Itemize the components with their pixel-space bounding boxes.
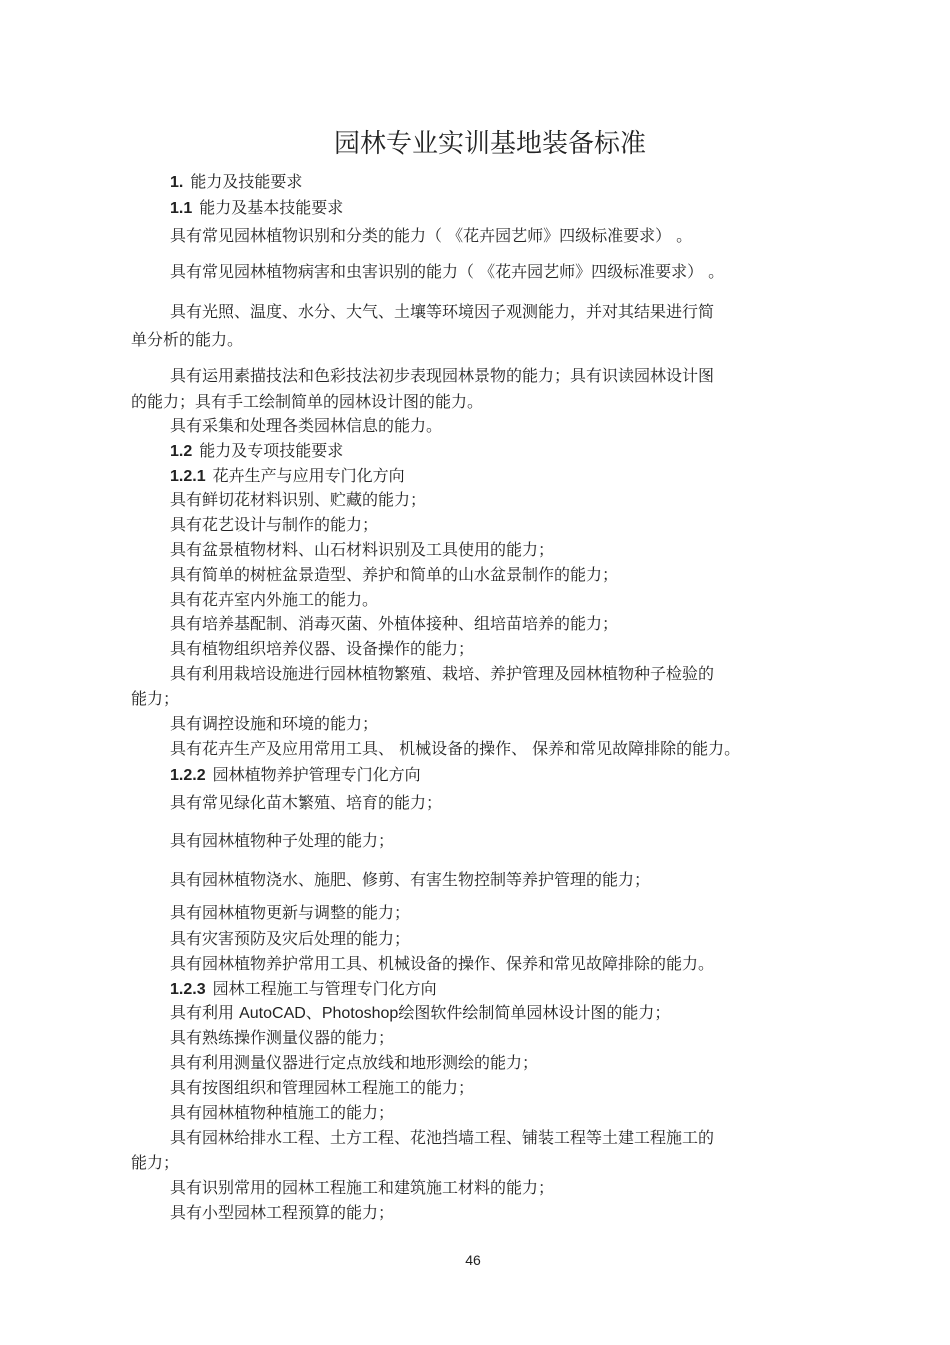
paragraph-line: 单分析的能力。 [131, 330, 244, 349]
paragraph-line: 具有熟练操作测量仪器的能力； [170, 1028, 395, 1047]
heading-1-2-1 [170, 466, 405, 487]
text-segment: 绘图软件绘制简单园林设计图的能力； [398, 1003, 671, 1022]
section-title: 花卉生产与应用专门化方向 [212, 466, 405, 485]
heading-1 [170, 172, 302, 193]
section-number: 1.2.2 [170, 767, 206, 784]
paragraph-line: 具有盆景植物材料、山石材料识别及工具使用的能力； [170, 540, 555, 559]
paragraph-line: 具有小型园林工程预算的能力； [170, 1203, 395, 1222]
paragraph-line: 具有园林植物种植施工的能力； [170, 1103, 395, 1122]
software-name: Photoshop [321, 1005, 399, 1022]
paragraph-line: 能力； [131, 689, 180, 708]
paragraph-line: 具有运用素描技法和色彩技法初步表现园林景物的能力；具有识读园林设计图 [170, 366, 715, 385]
section-title: 能力及基本技能要求 [199, 198, 344, 217]
paragraph-line: 具有鲜切花材料识别、贮藏的能力； [170, 490, 427, 509]
page-title: 园林专业实训基地装备标准 [333, 129, 646, 159]
paragraph-line: 具有园林植物更新与调整的能力； [170, 903, 411, 922]
heading-1-2 [170, 441, 343, 462]
software-name: AutoCAD [239, 1005, 306, 1022]
section-title: 能力及专项技能要求 [199, 441, 344, 460]
paragraph-line: 具有花艺设计与制作的能力； [170, 515, 379, 534]
heading-1-2-2 [170, 765, 421, 786]
text-segment: 具有利用 [170, 1003, 240, 1022]
paragraph-line: 具有采集和处理各类园林信息的能力。 [170, 416, 443, 435]
paragraph-line: 具有利用测量仪器进行定点放线和地形测绘的能力； [170, 1053, 539, 1072]
paragraph-line: 具有灾害预防及灾后处理的能力； [170, 929, 411, 948]
text-segment: 、 [305, 1003, 322, 1022]
paragraph-line: 具有光照、温度、水分、大气、土壤等环境因子观测能力，并对其结果进行简 [170, 302, 715, 321]
paragraph-line: 具有调控设施和环境的能力； [170, 714, 379, 733]
paragraph-line: 具有园林植物养护常用工具、机械设备的操作、保养和常见故障排除的能力。 [170, 954, 715, 973]
paragraph-line: 具有常见园林植物病害和虫害识别的能力（ 《花卉园艺师》四级标准要求） 。 [170, 262, 725, 281]
paragraph-line: 具有园林植物种子处理的能力； [170, 831, 395, 850]
section-title: 能力及技能要求 [190, 172, 303, 191]
paragraph-line: 的能力；具有手工绘制简单的园林设计图的能力。 [131, 392, 484, 411]
paragraph-line [170, 1003, 670, 1024]
paragraph-line: 具有常见园林植物识别和分类的能力（ 《花卉园艺师》四级标准要求） 。 [170, 226, 693, 245]
paragraph-line: 具有花卉室内外施工的能力。 [170, 590, 379, 609]
section-number: 1.1 [170, 200, 193, 217]
paragraph-line: 具有花卉生产及应用常用工具、 机械设备的操作、 保养和常见故障排除的能力。 [170, 739, 741, 758]
paragraph-line: 具有植物组织培养仪器、设备操作的能力； [170, 639, 475, 658]
section-number: 1.2.3 [170, 981, 206, 998]
section-title: 园林植物养护管理专门化方向 [212, 765, 421, 784]
section-number: 1.2 [170, 443, 193, 460]
page-number: 46 [465, 1252, 481, 1268]
heading-1-1 [170, 198, 343, 219]
paragraph-line: 具有利用栽培设施进行园林植物繁殖、栽培、养护管理及园林植物种子检验的 [170, 664, 715, 683]
section-number: 1.2.1 [170, 468, 206, 485]
paragraph-line: 具有常见绿化苗木繁殖、培育的能力； [170, 793, 443, 812]
paragraph-line: 具有简单的树桩盆景造型、养护和简单的山水盆景制作的能力； [170, 565, 619, 584]
paragraph-line: 具有识别常用的园林工程施工和建筑施工材料的能力； [170, 1178, 555, 1197]
section-number: 1. [170, 174, 184, 191]
paragraph-line: 具有园林给排水工程、土方工程、花池挡墙工程、铺装工程等土建工程施工的 [170, 1128, 715, 1147]
paragraph-line: 具有按图组织和管理园林工程施工的能力； [170, 1078, 475, 1097]
paragraph-line: 具有培养基配制、消毒灭菌、外植体接种、组培苗培养的能力； [170, 614, 619, 633]
paragraph-line: 能力； [131, 1153, 180, 1172]
section-title: 园林工程施工与管理专门化方向 [212, 979, 437, 998]
heading-1-2-3 [170, 979, 437, 1000]
paragraph-line: 具有园林植物浇水、施肥、修剪、有害生物控制等养护管理的能力； [170, 870, 651, 889]
